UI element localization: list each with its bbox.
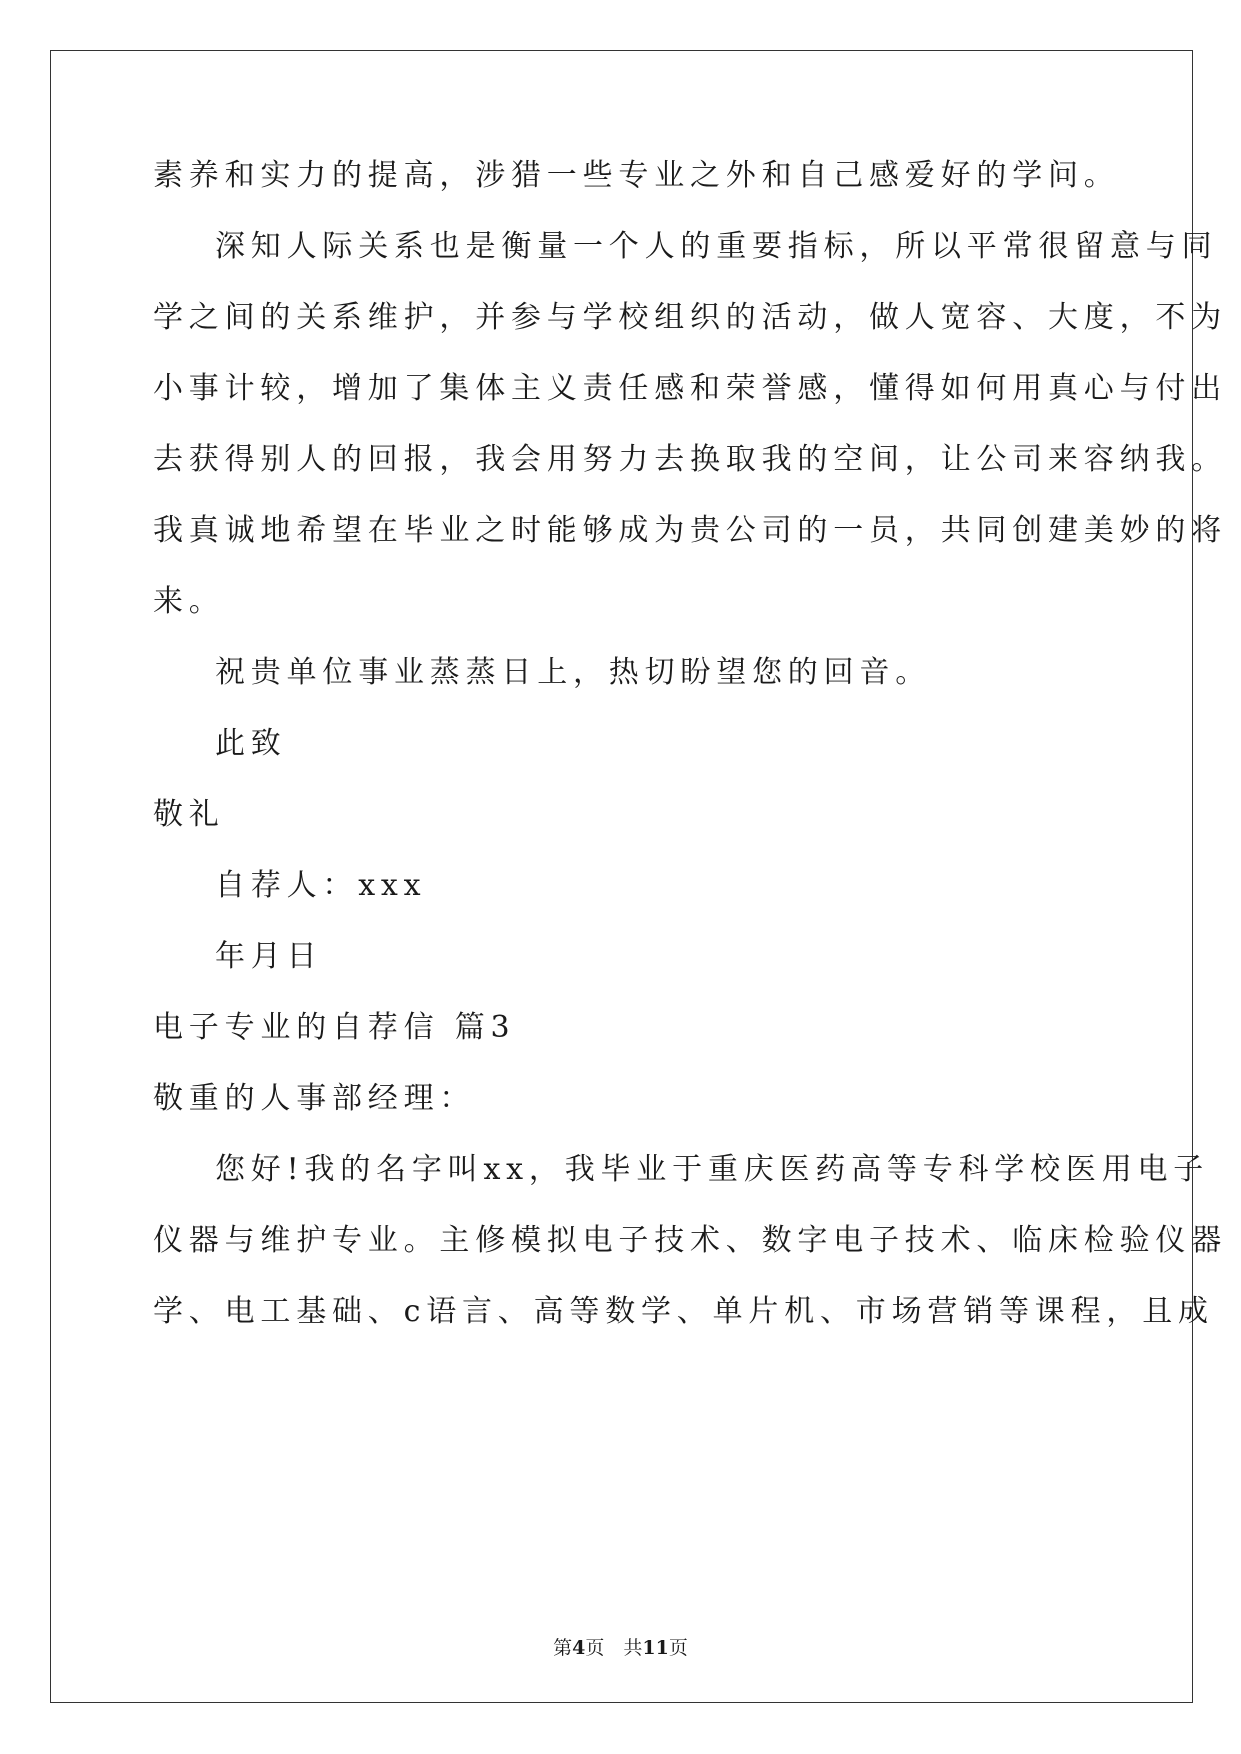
footer-middle: 页 共 [585,1637,643,1659]
text-line: 学、电工基础、c语言、高等数学、单片机、市场营销等课程，且成 [153,1294,1214,1329]
text-line: 深知人际关系也是衡量一个人的重要指标，所以平常很留意与同 [215,229,1218,264]
section-heading: 电子专业的自荐信 篇3 [153,1010,516,1045]
text-line: 素养和实力的提高，涉猎一些专业之外和自己感爱好的学问。 [153,158,1120,193]
greeting-line: 敬重的人事部经理： [153,1081,476,1116]
text-line: 我真诚地希望在毕业之时能够成为贵公司的一员，共同创建美妙的将 [153,513,1227,548]
footer-total-pages: 11 [642,1637,669,1659]
text-line: 学之间的关系维护，并参与学校组织的活动，做人宽容、大度，不为 [153,300,1227,335]
salutation-line: 此致 [215,726,287,761]
footer-page-number: 4 [572,1637,586,1659]
date-line: 年月日 [215,939,323,974]
page-footer [0,1636,1241,1660]
footer-prefix: 第 [553,1637,573,1659]
text-line: 仪器与维护专业。主修模拟电子技术、数字电子技术、临床检验仪器 [153,1223,1227,1258]
text-line: 去获得别人的回报，我会用努力去换取我的空间，让公司来容纳我。 [153,442,1227,477]
salutation-line: 敬礼 [153,797,225,832]
signature-line: 自荐人：xxx [215,868,427,903]
text-line: 您好!我的名字叫xx，我毕业于重庆医药高等专科学校医用电子 [215,1152,1210,1187]
text-line: 来。 [153,584,225,619]
text-line: 祝贵单位事业蒸蒸日上，热切盼望您的回音。 [215,655,931,690]
footer-suffix: 页 [668,1637,688,1659]
text-line: 小事计较，增加了集体主义责任感和荣誉感，懂得如何用真心与付出 [153,371,1227,406]
